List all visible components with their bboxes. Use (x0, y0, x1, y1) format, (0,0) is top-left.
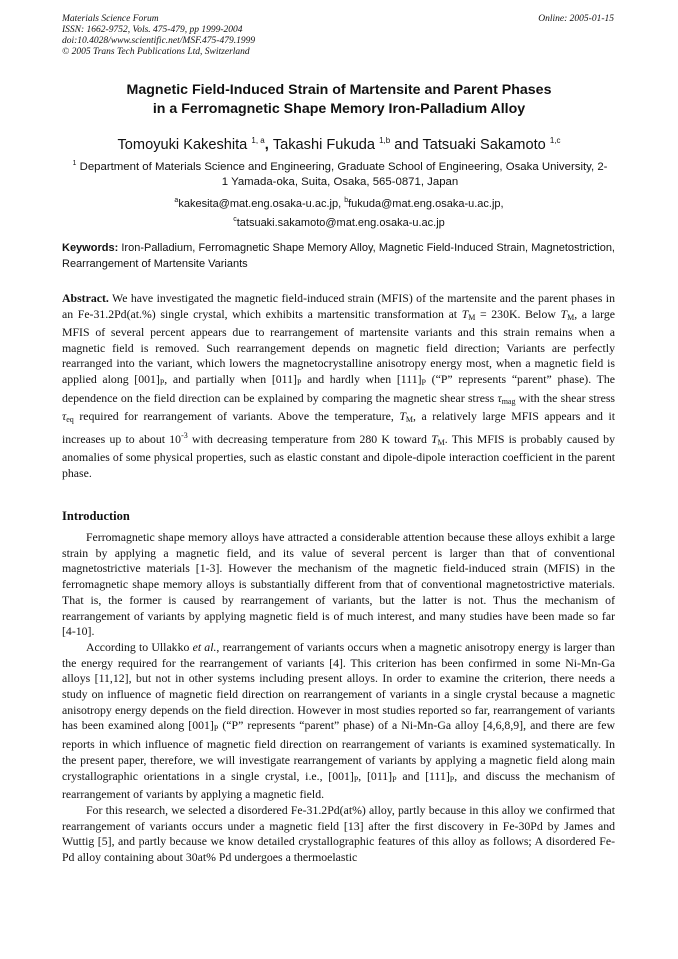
subscript: P (392, 774, 397, 784)
paragraph-text: , rearrangement of variants occurs when a magnetic anisotropy energy is larger than the energy required for the rearrangement of variants [4]. This criterion has been confirmed in some Ni-Mn-Ga alloys [11,12], but not in other systems including present alloys. In order to examine the criterion, there needs a study on influence of magnetic field direction on rearrangement of variants in a single crystal because a magnetic anisotropy energy depends on the field direction. However in most studies reported so far, rearrangement of variants has been examined along [001] (62, 639, 616, 733)
title-line-1: Magnetic Field-Induced Strain of Martensite and Parent Phases (126, 82, 552, 98)
abstract-text: (“P” represents “parent” phase). The dependence on the field direction can be explained by comparing the magnetic shear stress (62, 371, 615, 405)
subscript: P (421, 377, 426, 387)
subscript: P (353, 774, 359, 784)
journal-name: Materials Science Forum (62, 14, 159, 24)
paragraph: For this research, we selected a disordered Fe-31.2Pd(at%) alloy, partly because in this alloy we confirmed that rearrangement of variants occurs under a magnetic field [13] after the first discovery in Fe-30Pd by James and Wuttig [5], and partly because we know detailed crystallographic features of this alloy as follows; A disordered Fe-Pd alloy containing about 30at% Pd undergoes a thermoelastic (62, 802, 615, 865)
keywords-text: Iron-Palladium, Ferromagnetic Shape Memory Alloy, Magnetic Field-Induced Strain, Magnetostriction, Rearrangement of Martensite Variants (62, 242, 615, 270)
author-list (30, 132, 648, 154)
affiliation-number: 1 (72, 160, 77, 167)
author-sep-2: and (390, 137, 423, 153)
paragraph (62, 640, 615, 803)
abstract-text: , a relatively large MFIS appears and it increases up to about 10 (62, 409, 616, 446)
email-c-label: c (233, 216, 237, 223)
affiliation-text: Department of Materials Science and Engineering, Graduate School of Engineering, Osaka University, 2-1 Yamada-oka, Suita, Osaka, 565-0871, Japan (76, 161, 608, 188)
keywords-label: Keywords: (62, 242, 119, 254)
subscript: P (296, 377, 302, 387)
doi: doi:10.4028/www.scientific.net/MSF.475-479.1999 (62, 36, 256, 46)
author-3-affil: 1,c (549, 136, 561, 145)
paragraph: Ferromagnetic shape memory alloys have attracted a considerable attention because these alloys exhibit a large strain by applying a magnetic field, and its value of several percent is larger than that of conventional magnetostrictive materials [1-3]. However the mechanism of the magnetic field-induced strain (MFIS) in the ferromagnetic shape memory alloys is substantially different from that of conventional magnetostrictive materials. That is, the former is caused by rearrangement of variants, but the latter is not. Thus the mechanism of rearrangement of variants by applying magnetic field is of much interest, and many studies have been made so far [4-10]. (62, 530, 615, 639)
author-2: Takashi Fukuda (272, 137, 376, 153)
journal-header (62, 14, 255, 58)
abstract-text: , and partially when [011] (164, 371, 297, 386)
author-2-affil: 1,b (379, 136, 391, 145)
subscript: M (567, 312, 575, 322)
email-a: kakesita@mat.eng.osaka-u.ac.jp, (178, 198, 345, 210)
copyright: © 2005 Trans Tech Publications Ltd, Switzerland (62, 47, 250, 57)
subscript: M (437, 437, 445, 447)
author-1: Tomoyuki Kakeshita (117, 137, 248, 153)
paragraph-text: , [011] (358, 768, 393, 783)
author-sep-1: , (264, 137, 273, 153)
title-line-2: in a Ferromagnetic Shape Memory Iron-Palladium Alloy (152, 101, 526, 117)
abstract-text: and hardly when [111] (301, 371, 422, 386)
author-emails (100, 193, 578, 231)
abstract-text: . This MFIS is probably caused by anomalies of some physical properties, such as elastic constant and dipole-dipole interaction coefficient in the parent phase. (62, 431, 615, 480)
subscript: eq (66, 415, 74, 425)
abstract-label: Abstract. (62, 291, 109, 305)
email-a-label: a (174, 197, 179, 204)
paragraph-text: (“P” represents “parent” phase) of a Ni-Mn-Ga alloy [4,6,8,9], and there are few reports in which influence of magnetic field direction on rearrangement of variants is examined systematically. In the present paper, therefore, we will investigate rearrangement of variants by applying a magnetic field along main crystallographic orientations in a single crystal, i.e., [001] (62, 718, 615, 783)
abstract-text: with decreasing temperature from 280 K toward (187, 431, 432, 446)
et-al: et al. (192, 639, 217, 654)
abstract-text: , a large MFIS of several percent appears due to rearrangement of martensite variants and this strain remains when a magnetic field is removed. Such rearrangement depends on magnetic field direction; Variants are perfectly rearranged into the variant, which lowers the magnetocrystalline anisotropy energy most, when a magnetic field is applied along [001] (62, 306, 615, 386)
abstract-text: = 230K. Below (475, 306, 561, 321)
paragraph-text: , and discuss the mechanism of rearrangement of variants by applying a magnetic field. (62, 768, 616, 802)
affiliation (70, 156, 610, 190)
email-b: fukuda@mat.eng.osaka-u.ac.jp, (348, 198, 504, 210)
abstract-text: with the shear stress (515, 390, 616, 405)
issn: ISSN: 1662-9752, Vols. 475-479, pp 1999-2004 (62, 25, 243, 35)
keywords (62, 241, 615, 272)
symbol-tm: T (461, 306, 469, 321)
paper-title (40, 81, 638, 119)
email-c: tatsuaki.sakamoto@mat.eng.osaka-u.ac.jp (236, 217, 445, 229)
symbol-tm: T (399, 409, 406, 424)
exponent: -3 (181, 430, 188, 440)
paragraph-text: According to Ullakko (86, 639, 193, 654)
subscript: P (159, 377, 165, 387)
abstract-text: required for rearrangement of variants. Above the temperature, (73, 409, 400, 424)
symbol-tau: τ (62, 409, 67, 424)
subscript: P (449, 774, 455, 784)
section-heading-introduction: Introduction (62, 509, 130, 523)
subscript: M (405, 415, 414, 425)
author-1-affil: 1, a (251, 136, 265, 145)
symbol-tau: τ (497, 390, 502, 405)
abstract (62, 291, 615, 482)
email-b-label: b (344, 197, 349, 204)
subscript: M (468, 312, 476, 322)
symbol-tm: T (560, 306, 568, 321)
abstract-text: We have investigated the magnetic field-induced strain (MFIS) of the martensite and the parent phases in an Fe-31.2Pd(at.%) single crystal, which exhibits a martensitic transformation at (62, 291, 615, 321)
paragraph-text: and [111] (396, 768, 450, 783)
introduction-body (62, 530, 615, 866)
subscript: P (213, 724, 219, 734)
subscript: mag (501, 396, 516, 406)
online-date: Online: 2005-01-15 (538, 14, 614, 24)
symbol-tm: T (431, 431, 438, 446)
author-3: Tatsuaki Sakamoto (422, 137, 546, 153)
